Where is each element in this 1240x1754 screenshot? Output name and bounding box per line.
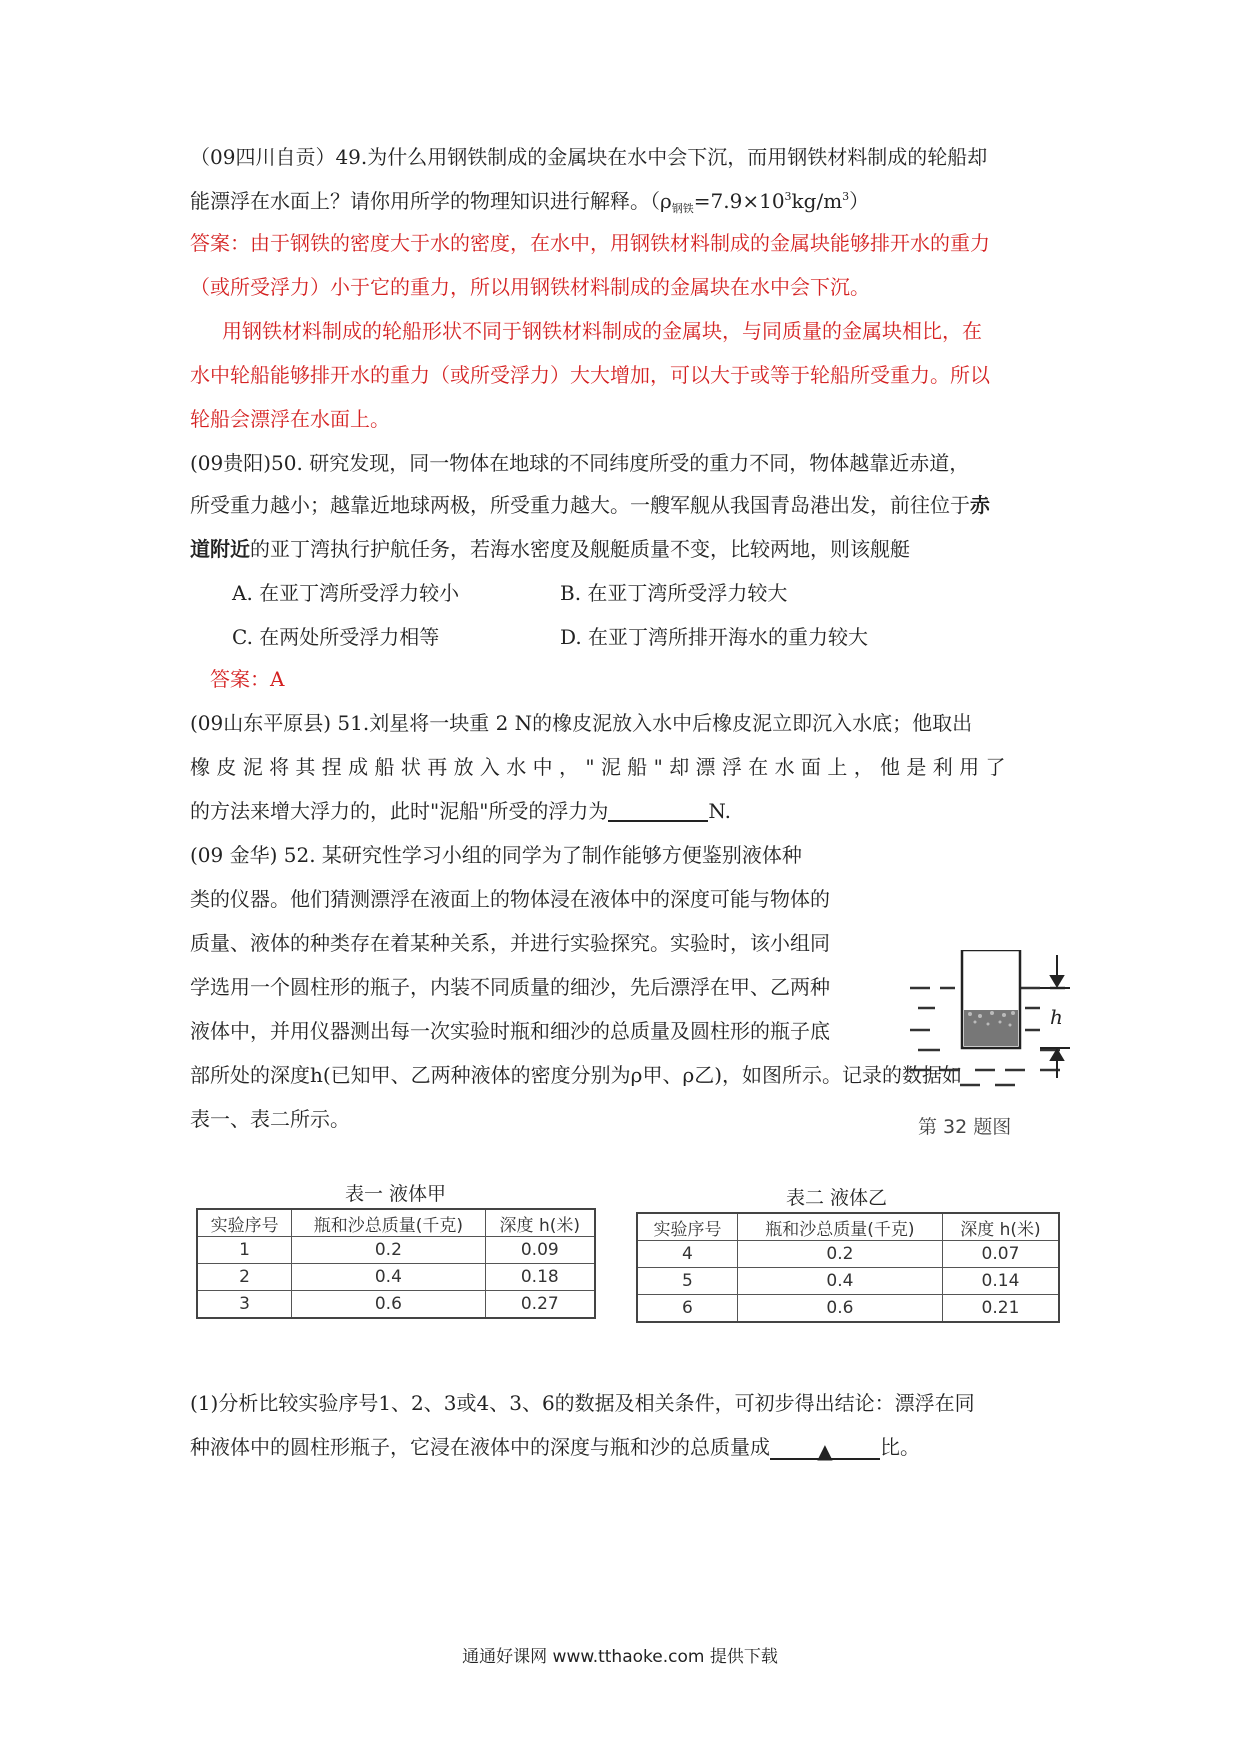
q49-line2-post: ） xyxy=(849,189,870,213)
q51-line3 xyxy=(190,796,1060,826)
q51-line3-post: N. xyxy=(708,799,731,823)
q50-line3-post: 的亚丁湾执行护航任务，若海水密度及舰艇质量不变，比较两地，则该舰艇 xyxy=(250,537,910,561)
table-cell: 0.2 xyxy=(737,1241,942,1268)
table-cell: 0.4 xyxy=(737,1268,942,1295)
q50-line2 xyxy=(190,490,1060,520)
q49-answer-line3: 用钢铁材料制成的轮船形状不同于钢铁材料制成的金属块，与同质量的金属块相比，在 xyxy=(222,319,982,343)
q52-sub1-line2 xyxy=(190,1432,1060,1462)
option-c: C. 在两处所受浮力相等 xyxy=(232,625,440,649)
table1-header: 深度 h(米) xyxy=(485,1209,595,1237)
q49-answer-line5: 轮船会漂浮在水面上。 xyxy=(190,407,390,431)
table1-title: 表一 液体甲 xyxy=(345,1183,447,1205)
option-a: A. 在亚丁湾所受浮力较小 xyxy=(232,581,460,605)
q50-answer: 答案：A xyxy=(210,667,285,691)
table-cell: 3 xyxy=(197,1291,292,1319)
q52-line1: (09 金华) 52. 某研究性学习小组的同学为了制作能够方便鉴别液体种 xyxy=(190,843,802,867)
table-cell: 5 xyxy=(637,1268,737,1295)
q52-line3: 质量、液体的种类存在着某种关系，并进行实验探究。实验时，该小组同 xyxy=(190,931,830,955)
q52-sub1-line2-post: 比。 xyxy=(880,1435,920,1459)
table2-header: 深度 h(米) xyxy=(942,1213,1059,1241)
table-cell: 0.09 xyxy=(485,1237,595,1264)
page-footer: 通通好课网 www.tthaoke.com 提供下载 xyxy=(462,1647,778,1667)
q51-line3-pre: 的方法来增大浮力的，此时"泥船"所受的浮力为 xyxy=(190,799,609,823)
figure-caption: 第 32 题图 xyxy=(918,1116,1012,1138)
table2-header: 实验序号 xyxy=(637,1213,737,1241)
q52-sub1-line2-pre: 种液体中的圆柱形瓶子，它浸在液体中的深度与瓶和沙的总质量成 xyxy=(190,1435,770,1459)
q52-line7: 表一、表二所示。 xyxy=(190,1107,350,1131)
table-row xyxy=(637,1268,1059,1295)
q50-line3 xyxy=(190,534,1060,564)
table-row xyxy=(197,1264,595,1291)
table-cell: 0.07 xyxy=(942,1241,1059,1268)
q49-line1: （09四川自贡）49.为什么用钢铁制成的金属块在水中会下沉，而用钢铁材料制成的轮船却 xyxy=(190,145,988,169)
table-row xyxy=(197,1237,595,1264)
q49-unit: kg/m xyxy=(791,189,843,213)
table-cell: 1 xyxy=(197,1237,292,1264)
table-row xyxy=(637,1295,1059,1323)
table-cell: 0.18 xyxy=(485,1264,595,1291)
table-cell: 0.6 xyxy=(292,1291,485,1319)
table-cell: 0.2 xyxy=(292,1237,485,1264)
table-cell: 6 xyxy=(637,1295,737,1323)
table-cell: 2 xyxy=(197,1264,292,1291)
q49-answer-line2: （或所受浮力）小于它的重力，所以用钢铁材料制成的金属块在水中会下沉。 xyxy=(190,275,870,299)
table2-header: 瓶和沙总质量(千克) xyxy=(737,1213,942,1241)
depth-label-h: h xyxy=(1050,1005,1063,1029)
table-cell: 0.21 xyxy=(942,1295,1059,1323)
table2 xyxy=(636,1212,1060,1323)
q52-line4: 学选用一个圆柱形的瓶子，内装不同质量的细沙，先后漂浮在甲、乙两种 xyxy=(190,975,830,999)
answer-blank[interactable] xyxy=(608,798,708,822)
q49-line2-mid: =7.9×10 xyxy=(693,189,785,213)
q50-line1: (09贵阳)50. 研究发现，同一物体在地球的不同纬度所受的重力不同，物体越靠近赤道， xyxy=(190,451,970,475)
rho-subscript: 钢铁 xyxy=(671,202,694,215)
q52-line5: 液体中，并用仪器测出每一次实验时瓶和细沙的总质量及圆柱形的瓶子底 xyxy=(190,1019,830,1043)
q52-line2: 类的仪器。他们猜测漂浮在液面上的物体浸在液体中的深度可能与物体的 xyxy=(190,887,830,911)
table2-title: 表二 液体乙 xyxy=(786,1187,888,1209)
q49-line2-pre: 能漂浮在水面上？请你用所学的物理知识进行解释。（ρ xyxy=(190,189,672,213)
table-cell: 4 xyxy=(637,1241,737,1268)
table-cell: 0.14 xyxy=(942,1268,1059,1295)
exponent-1: 3 xyxy=(784,190,792,203)
q49-line2 xyxy=(190,186,1060,220)
q50-line2-pre: 所受重力越小；越靠近地球两极，所受重力越大。一艘军舰从我国青岛港出发，前往位于 xyxy=(190,493,970,517)
table-cell: 0.6 xyxy=(737,1295,942,1323)
table-row xyxy=(197,1291,595,1319)
floating-bottle-figure xyxy=(900,950,1090,1100)
exponent-2: 3 xyxy=(842,190,850,203)
q52-line6: 部所处的深度h(已知甲、乙两种液体的密度分别为ρ甲、ρ乙)，如图所示。记录的数据如 xyxy=(190,1063,963,1087)
option-b: B. 在亚丁湾所受浮力较大 xyxy=(560,581,788,605)
table1 xyxy=(196,1208,596,1319)
q51-line1: (09山东平原县) 51.刘星将一块重 2 N的橡皮泥放入水中后橡皮泥立即沉入水底；他取出 xyxy=(190,711,973,735)
table-row xyxy=(637,1241,1059,1268)
table1-header: 瓶和沙总质量(千克) xyxy=(292,1209,485,1237)
option-d: D. 在亚丁湾所排开海水的重力较大 xyxy=(560,625,869,649)
table-cell: 0.27 xyxy=(485,1291,595,1319)
q52-sub1-line1: (1)分析比较实验序号1、2、3或4、3、6的数据及相关条件，可初步得出结论：漂浮在同 xyxy=(190,1391,975,1415)
q49-answer-line1: 答案：由于钢铁的密度大于水的密度，在水中，用钢铁材料制成的金属块能够排开水的重力 xyxy=(190,231,990,255)
q50-bold-2: 道附近 xyxy=(190,537,250,561)
triangle-answer-blank[interactable]: ▲ xyxy=(770,1436,880,1460)
table1-header: 实验序号 xyxy=(197,1209,292,1237)
table-cell: 0.4 xyxy=(292,1264,485,1291)
q49-answer-line4: 水中轮船能够排开水的重力（或所受浮力）大大增加，可以大于或等于轮船所受重力。所以 xyxy=(190,363,990,387)
q50-bold-1: 赤 xyxy=(970,493,990,517)
q51-line2: 橡 皮 泥 将 其 捏 成 船 状 再 放 入 水 中 ， " 泥 船 " 却 漂 浮 在 水 面 上 ， 他 是 利 用 了 xyxy=(190,755,1006,779)
